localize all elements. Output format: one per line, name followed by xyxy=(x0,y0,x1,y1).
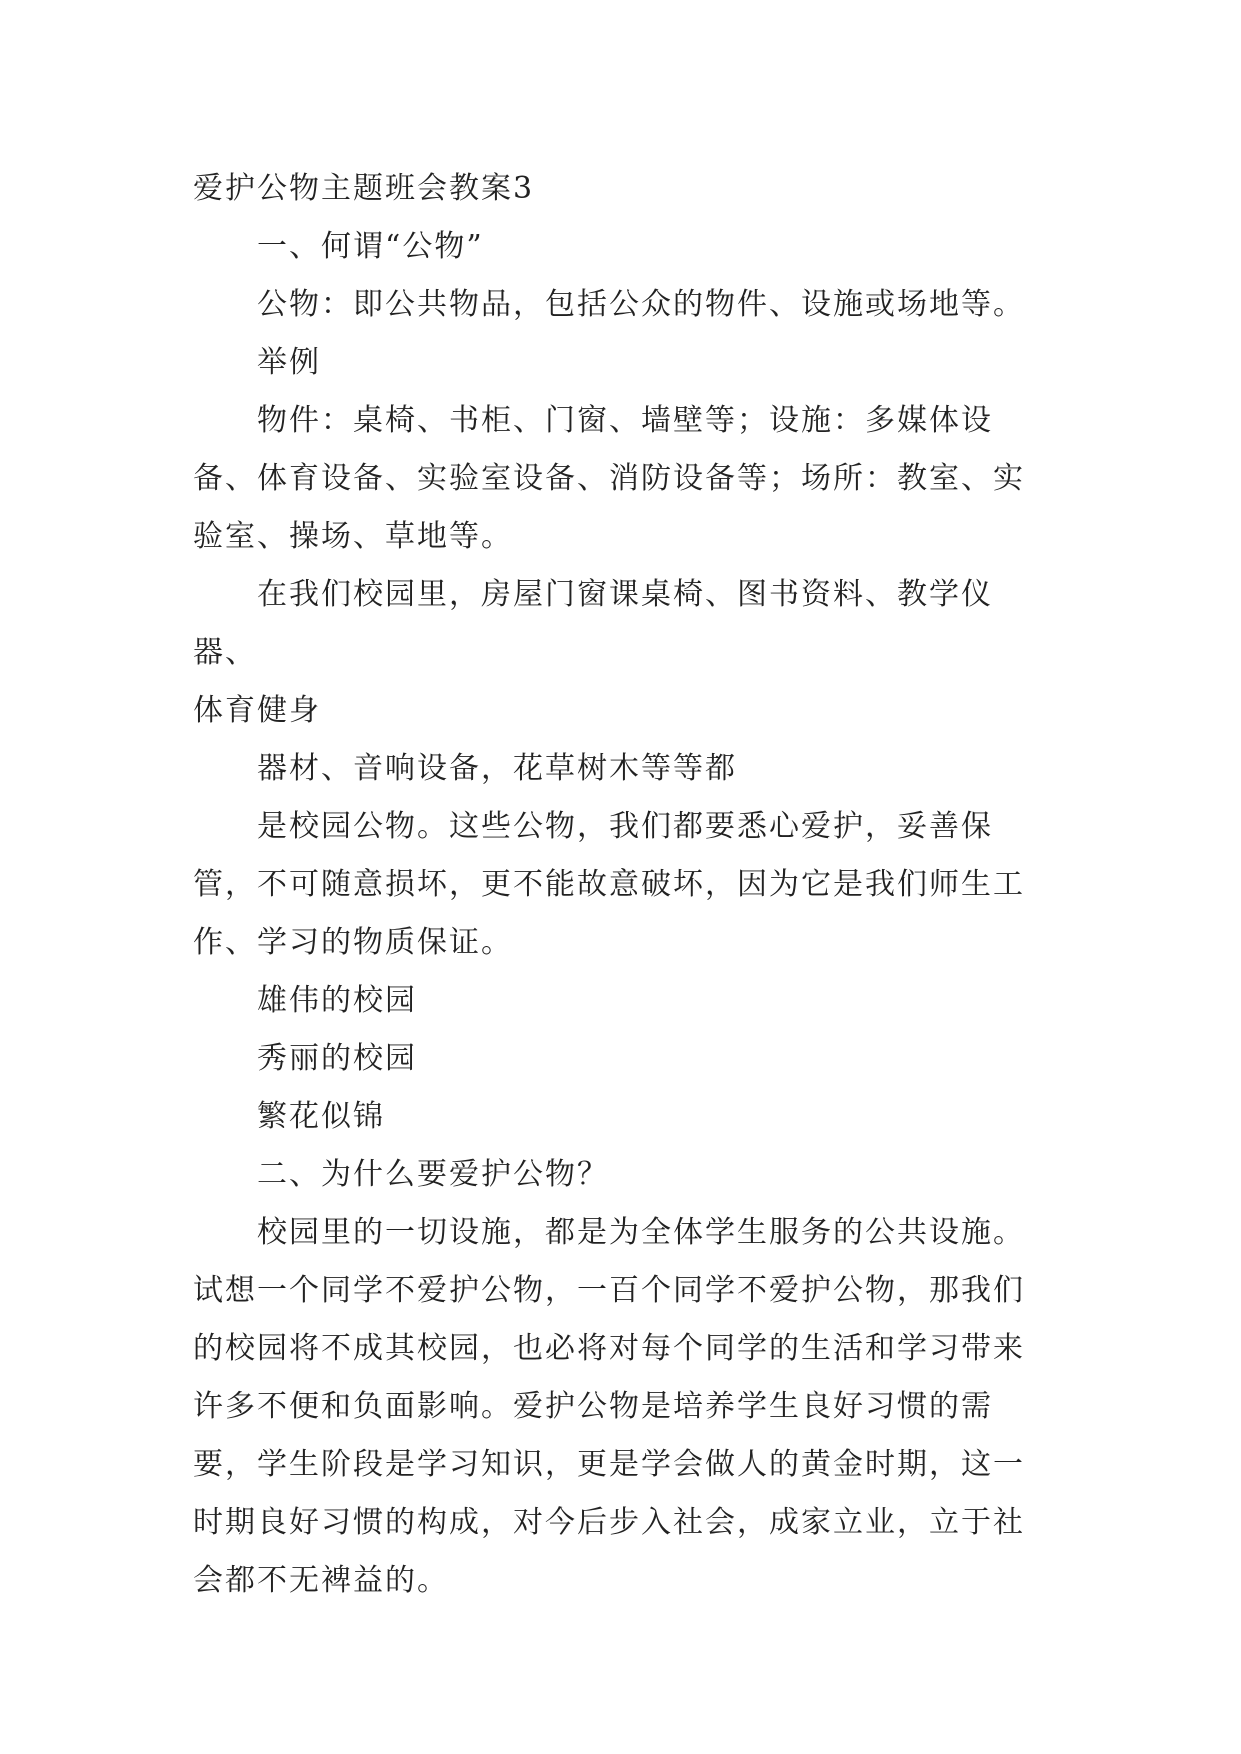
paragraph-campus-items-cont: 体育健身 xyxy=(193,693,321,728)
document-body xyxy=(193,160,1053,1610)
paragraph-beautiful-campus: 秀丽的校园 xyxy=(257,1041,417,1076)
paragraph-reasons: 校园里的一切设施，都是为全体学生服务的公共设施。试想一个同学不爱护公物，一百个同学不爱护公物，那我们的校园将不成其校园，也必将对每个同学的生活和学习带来许多不便和负面影响。爱护公物是培养学生良好习惯的需要，学生阶段是学习知识，更是学会做人的黄金时期，这一时期良好习惯的构成，对今后步入社会，成家立业，立于社会都不无裨益的。 xyxy=(193,1215,1025,1598)
section-heading-2: 二、为什么要爱护公物？ xyxy=(257,1157,609,1192)
paragraph-examples-label: 举例 xyxy=(257,345,321,380)
paragraph-definition: 公物：即公共物品，包括公众的物件、设施或场地等。 xyxy=(257,287,1025,322)
paragraph-campus-items: 在我们校园里，房屋门窗课桌椅、图书资料、教学仪器、 xyxy=(193,577,993,670)
section-heading-1: 一、何谓“公物” xyxy=(257,229,484,264)
paragraph-flowers: 繁花似锦 xyxy=(257,1099,385,1134)
paragraph-examples: 物件：桌椅、书柜、门窗、墙壁等；设施：多媒体设备、体育设备、实验室设备、消防设备等；场所：教室、实验室、操场、草地等。 xyxy=(193,403,1025,554)
paragraph-majestic-campus: 雄伟的校园 xyxy=(257,983,417,1018)
paragraph-equipment: 器材、音响设备，花草树木等等都 xyxy=(257,751,737,786)
document-title: 爱护公物主题班会教案3 xyxy=(193,171,535,206)
paragraph-public-property: 是校园公物。这些公物，我们都要悉心爱护，妥善保管，不可随意损坏，更不能故意破坏，因为它是我们师生工作、学习的物质保证。 xyxy=(193,809,1025,960)
